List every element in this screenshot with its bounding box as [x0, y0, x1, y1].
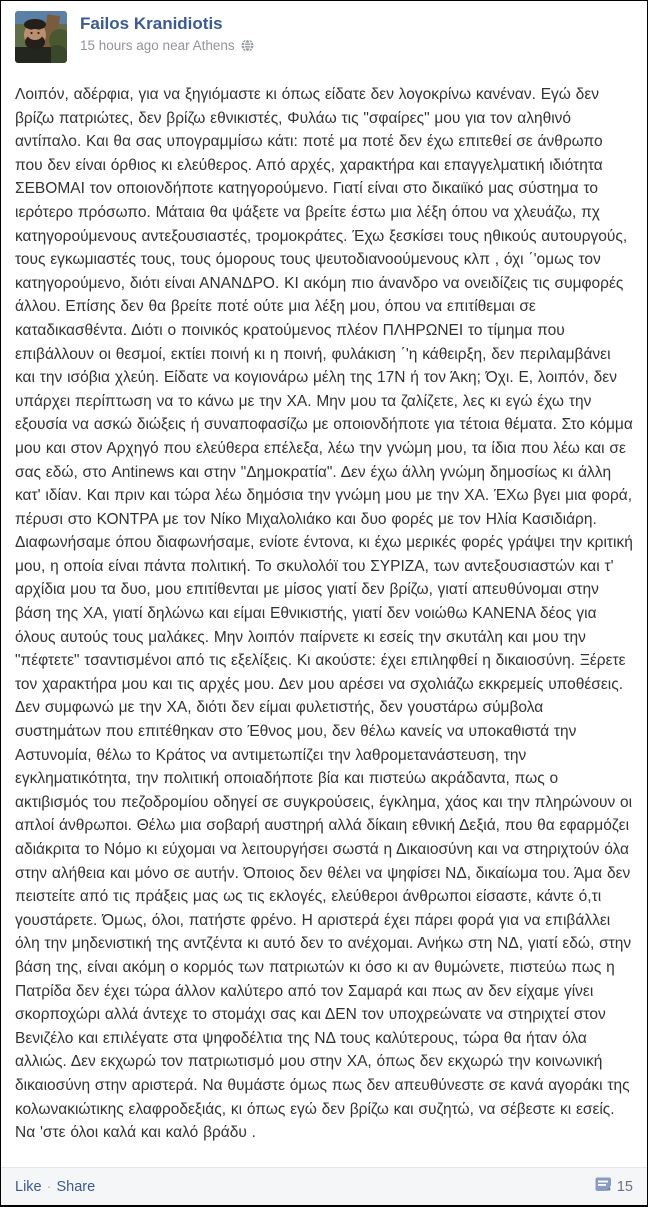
- post-meta: [80, 38, 254, 53]
- post-body-text: Λοιπόν, αδέρφια, για να ξηγιόμαστε κι όπως είδατε δεν λογοκρίνω κανέναν. Εγώ δεν βρίζω πατριώτες, δεν βρίζω εθνικιστές, Φυλάω τις "σφαίρες" μου για τον αληθινό αντίπαλο. Και θα σας υπογραμμίσω κάτι: ποτέ μα ποτέ δεν έχω επιτεθεί σε άνθρωπο που δεν είναι όρθιος κι ελεύθερος. Από αρχές, χαρακτήρα και επαγγελματική ιδιότητα ΣΕΒΟΜΑΙ τον οποιονδήποτε κατηγορούμενο. Γιατί είναι στο δικαιϊκό μας σύστημα το ιερότερο πρόσωπο. Μάταια θα ψάξετε να βρείτε έστω μια λέξη όπου να χλευάζω, πχ κατηγορούμενους αντεξουσιαστές, τρομοκράτες. Έχω ξεσκίσει τους ηθικούς αυτουργούς, τους εγκωμιαστές τους, τους όμορους τους ψευτοδιανοούμενους κλπ , όχι ΄'ομως τον κατηγορούμενο, διότι είναι ΑΝΑΝΔΡΟ. ΚΙ ακόμη πιο άνανδρο να ονειδίζεις τις συμφορές άλλου. Επίσης δεν θα βρείτε ποτέ ούτε μια λέξη μου, όπου να επιτίθεμαι σε καταδικασθέντα. Διότι ο ποινικός κρατούμενος πλέον ΠΛΗΡΩΝΕΙ το τίμημα που επιβάλλουν οι θεσμοί, εκτίει ποινή κι η ποινή, φυλάκιση ΄'η κάθειρξη, δεν περιλαμβάνει και την ισόβια χλεύη. Είδατε να κογιονάρω μέλη της 17Ν ή τον Άκη; Όχι. Ε, λοιπόν, δεν υπάρχει περίπτωση να το κάνω με την ΧΑ. Μην μου τα ζαλίζετε, λες κι εγώ έχω την εξουσία να ασκώ διώξεις ή συναποφασίζω με οποιονδήποτε για τέτοια θέματα. Στο κόμμα μου και στον Αρχηγό που ελεύθερα επέλεξα, λέω την γνώμη μου, τα ίδια που λέω και σε σας εδώ, στο Antinews και στην "Δημοκρατία". Δεν έχω άλλη γνώμη δημοσίως κι άλλη κατ' ιδίαν. Και πριν και τώρα λέω δημόσια την γνώμη μου με την ΧΑ. ΈΧω βγει μια φορά, πέρυσι στο ΚΟΝΤΡΑ με τον Νίκο Μιχαλολιάκο και δυο φορές με τον Ηλία Κασιδιάρη. Διαφωνήσαμε όπου διαφωνήσαμε, ενίοτε έντονα, κι έχω μερικές φορές γράψει την κριτική μου, η οποία είναι πάντα πολιτική. Το σκυλολόϊ του ΣΥΡΙΖΑ, των αντεξουσιαστών και τ' αρχίδια μου τα δυο, μου επιτίθενται με μίσος γιατί δεν βρίζω, γιατί απευθύνομαι στην βάση της ΧΑ, γιατί δηλώνω και είμαι Εθνικιστής, γιατί δεν νοιώθω ΚΑΝΕΝΑ δέος για όλους αυτούς τους μαλάκες. Μην λοιπόν παίρνετε κι εσείς την σκυτάλη και μου την "πέφτετε" τσαντισμένοι από τις εξελίξεις. Κι ακούστε: έχει επιληφθεί η δικαιοσύνη. Ξέρετε τον χαρακτήρα μου και τις αρχές μου. Δεν μου αρέσει να σχολιάζω εκκρεμείς υποθέσεις. Δεν συμφωνώ με την ΧΑ, διότι δεν είμαι φυλετιστής, δεν γουστάρω σύμβολα συστημάτων που επιτέθηκαν στο Έθνος μου, δεν θέλω κανείς να υποκαθιστά την Αστυνομία, θέλω το Κράτος να αντιμετωπίζει την λαθρομετανάστευση, την εγκληματικότητα, την πολιτική οποιαδήποτε βία και πιστεύω ακράδαντα, πως ο ακτιβισμός του πεζοδρομίου οδηγεί σε συγκρούσεις, έγκλημα, χάος και την πληρώνουν οι απλοί άνθρωποι. Θέλω μια σοβαρή αυστηρή αλλά δίκαιη εθνική Δεξιά, που θα εφαρμόζει αδιάκριτα το Νόμο κι εύχομαι να λειτουργήσει σωστά η Δικαιοσύνη και να στηριχτούν όλα στην αλήθεια και μόνο σε αυτήν. Όποιος δεν θέλει να ψηφίσει ΝΔ, δικαίωμα του. Άμα δεν πειστείτε από τις πράξεις μας ως τις εκλογές, ελεύθεροι άνθρωποι είσαστε, κάντε ό,τι γουστάρετε. Όμως, όλοι, πατήστε φρένο. Η αριστερά έχει πάρει φορά για να επιβάλλει όλη την μηδενιστική της αντζέντα κι αυτό δεν το ανέχομαι. Ανήκω στη ΝΔ, γιατί εδώ, στην βάση της, είναι ακόμη ο κορμός των πατριωτών κι όσο κι αν θυμώνετε, πιστεύω πως η Πατρίδα δεν έχει τώρα άλλον καλύτερο από τον Σαμαρά και πως αν δεν είχαμε γίνει σκορποχώρι αλλά άντεχε το στομάχι σας και ΔΕΝ τον υποχρεώνατε να στηριχτεί στον Βενιζέλο και επιλέγατε στα ψηφοδέλτια της ΝΔ τους καλύτερους, τώρα θα ήταν όλα αλλιώς. Δεν εκχωρώ τον πατριωτισμό μου στην ΧΑ, όπως δεν εκχωρώ την κοινωνική δικαιοσύνη στην αριστερά. Να θυμάστε όμως πως δεν απευθύνεστε σε κανά αγοράκι της κολωνακιώτικης ελαφροδεξιάς, κι όπως εγώ δεν βρίζω και συζητώ, να σέβεστε κι εσείς. Να 'στε όλοι καλά και καλό βράδυ .: [15, 86, 633, 1142]
- share-button[interactable]: Share: [56, 1178, 96, 1195]
- comment-count: 15: [616, 1178, 633, 1195]
- post-header: [1, 1, 647, 63]
- avatar-image: [15, 11, 67, 63]
- avatar[interactable]: [15, 11, 67, 63]
- comment-count-group[interactable]: [595, 1177, 633, 1197]
- comment-icon: [595, 1177, 612, 1197]
- footer-actions: [15, 1179, 95, 1195]
- author-link[interactable]: Failos Kranidiotis: [80, 14, 223, 33]
- post-footer: [1, 1167, 647, 1205]
- like-button[interactable]: Like: [15, 1178, 42, 1195]
- header-text: [80, 11, 254, 53]
- globe-icon: [241, 39, 254, 52]
- action-separator: ·: [46, 1178, 52, 1195]
- timestamp-link[interactable]: 15 hours ago near Athens: [80, 38, 235, 53]
